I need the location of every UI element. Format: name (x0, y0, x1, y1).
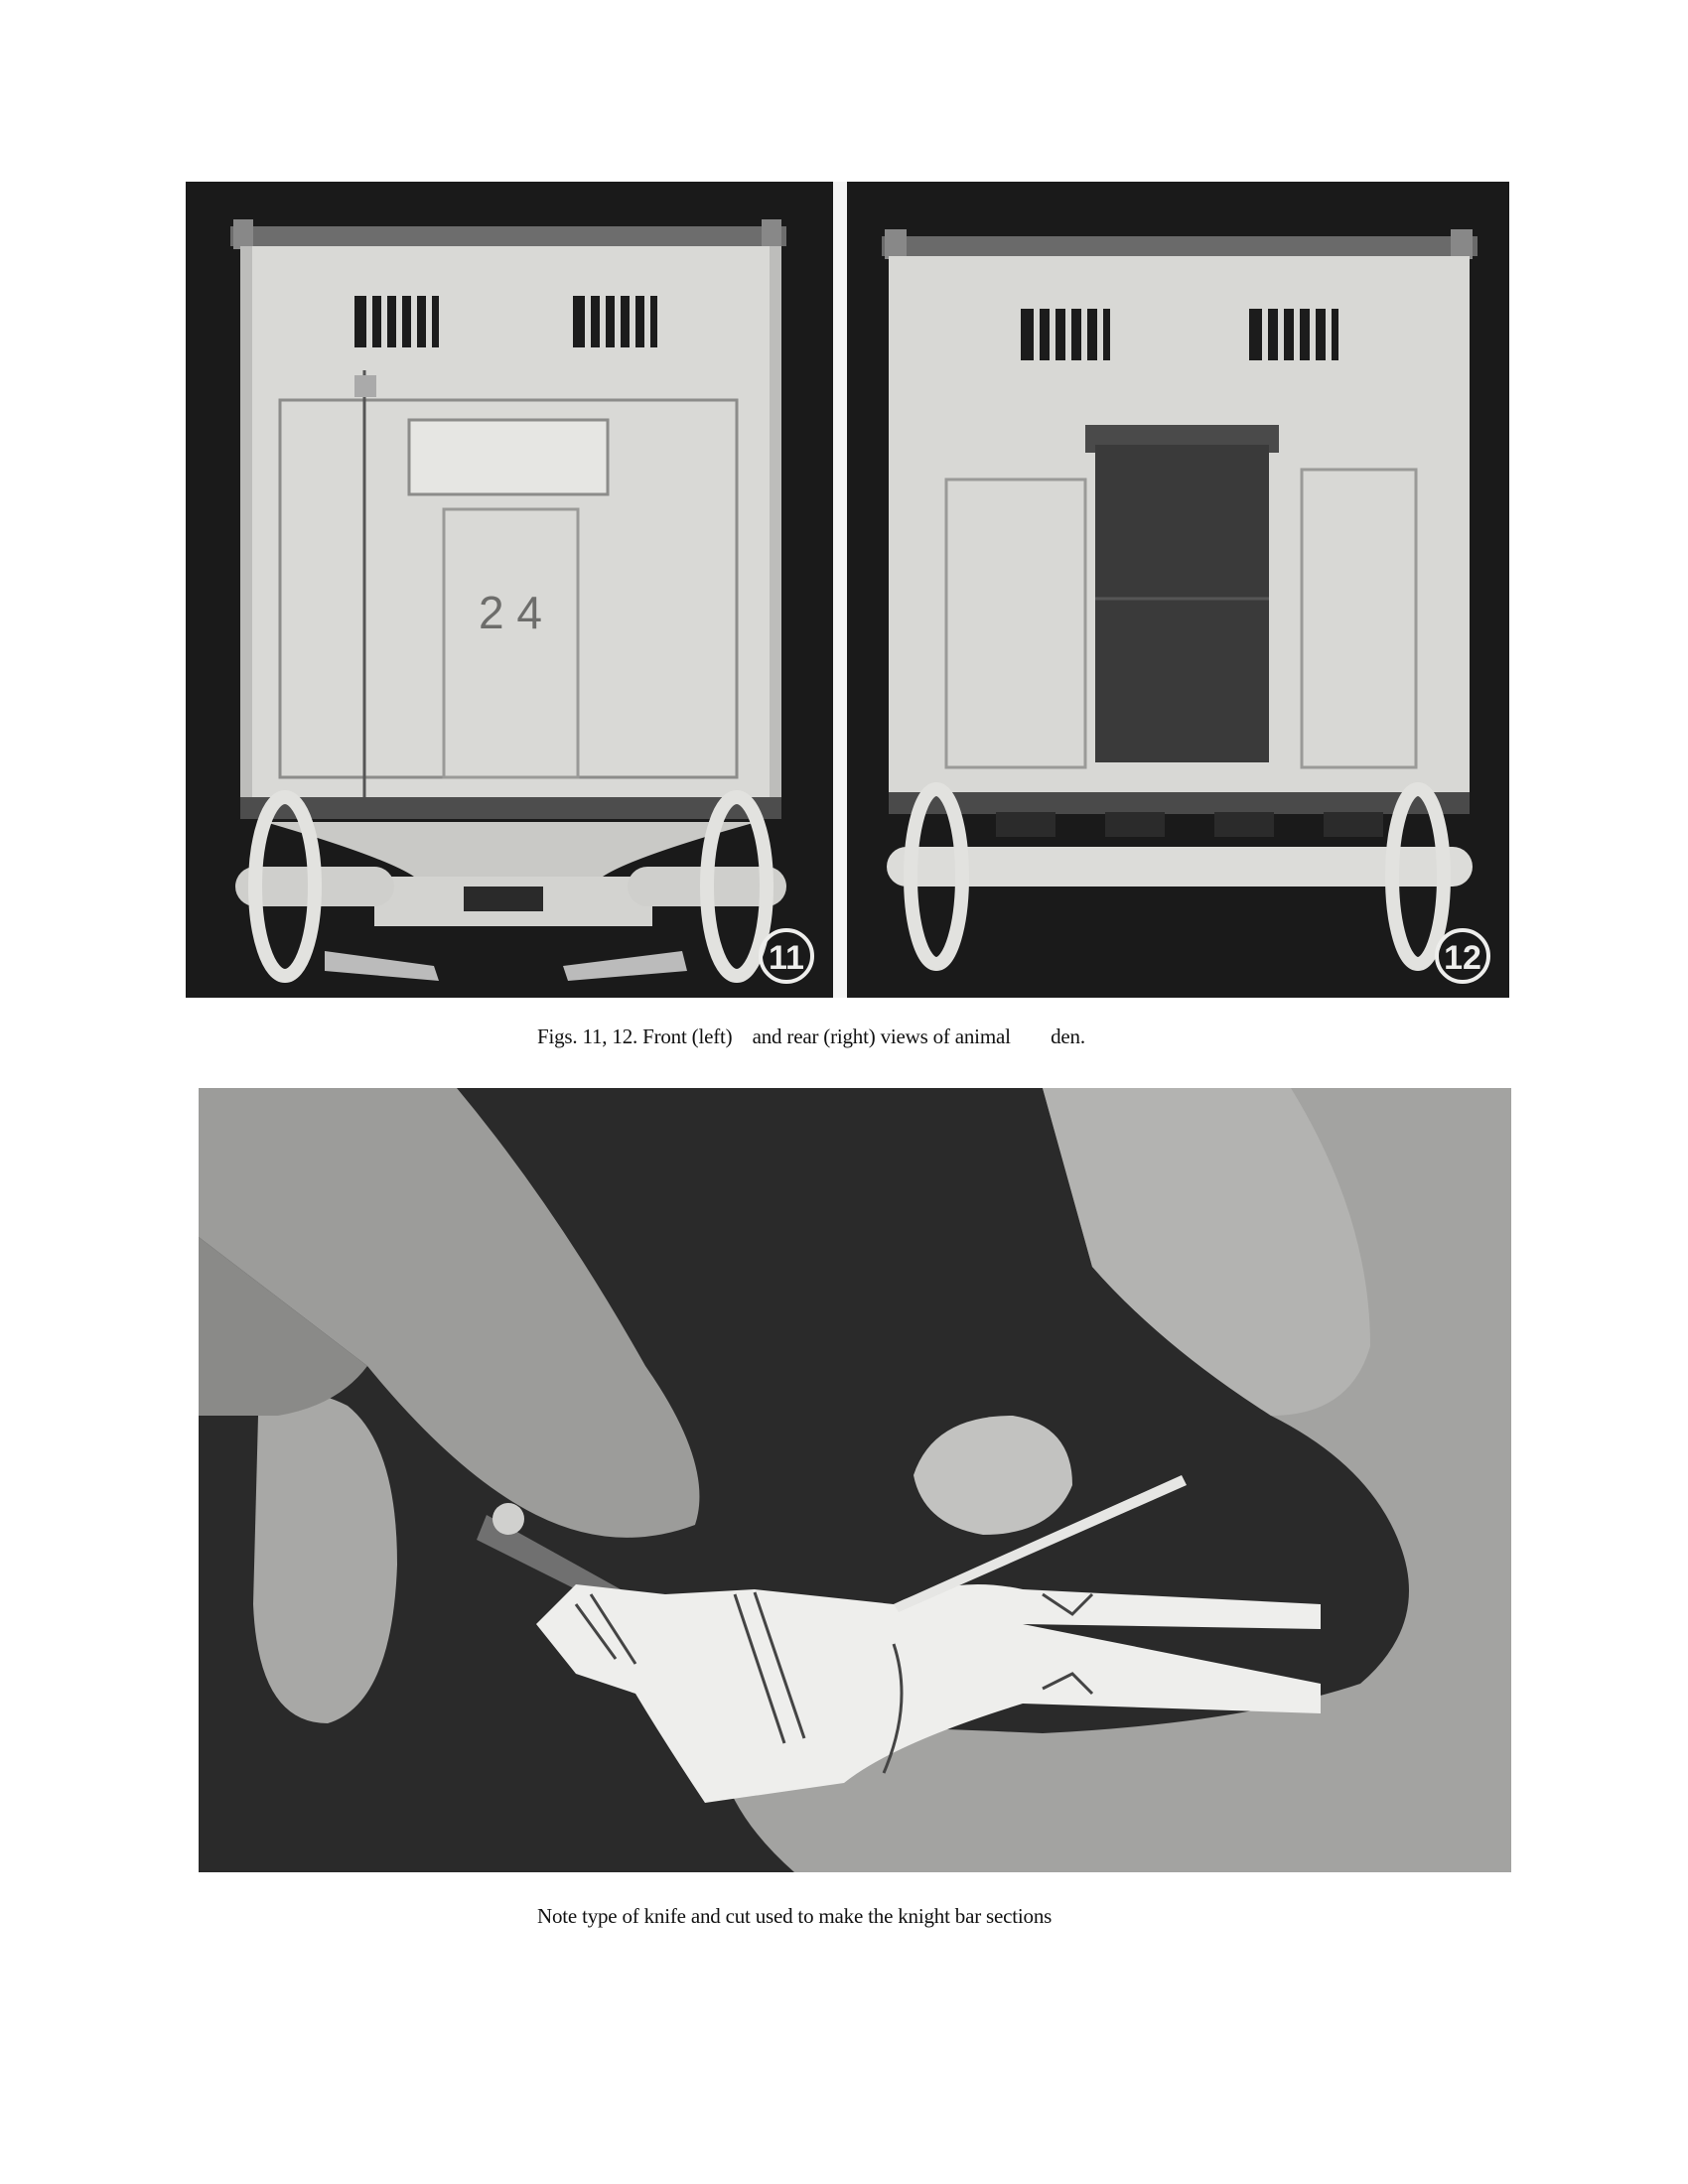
figure-number-badge: 12 (1444, 939, 1481, 977)
knife-carving-photo (199, 1088, 1511, 1872)
figure-divider (833, 182, 847, 998)
figure-number-badge: 11 (769, 939, 804, 977)
front-view-photo (186, 182, 833, 998)
figure-caption-top: Figs. 11, 12. Front (left) and rear (right) views of animal den. (537, 1024, 1085, 1048)
car-number: 2 4 (479, 587, 542, 638)
figure-caption-bottom: Note type of knife and cut used to make the knight bar sections (537, 1904, 1053, 1928)
rear-view-photo (847, 182, 1509, 998)
